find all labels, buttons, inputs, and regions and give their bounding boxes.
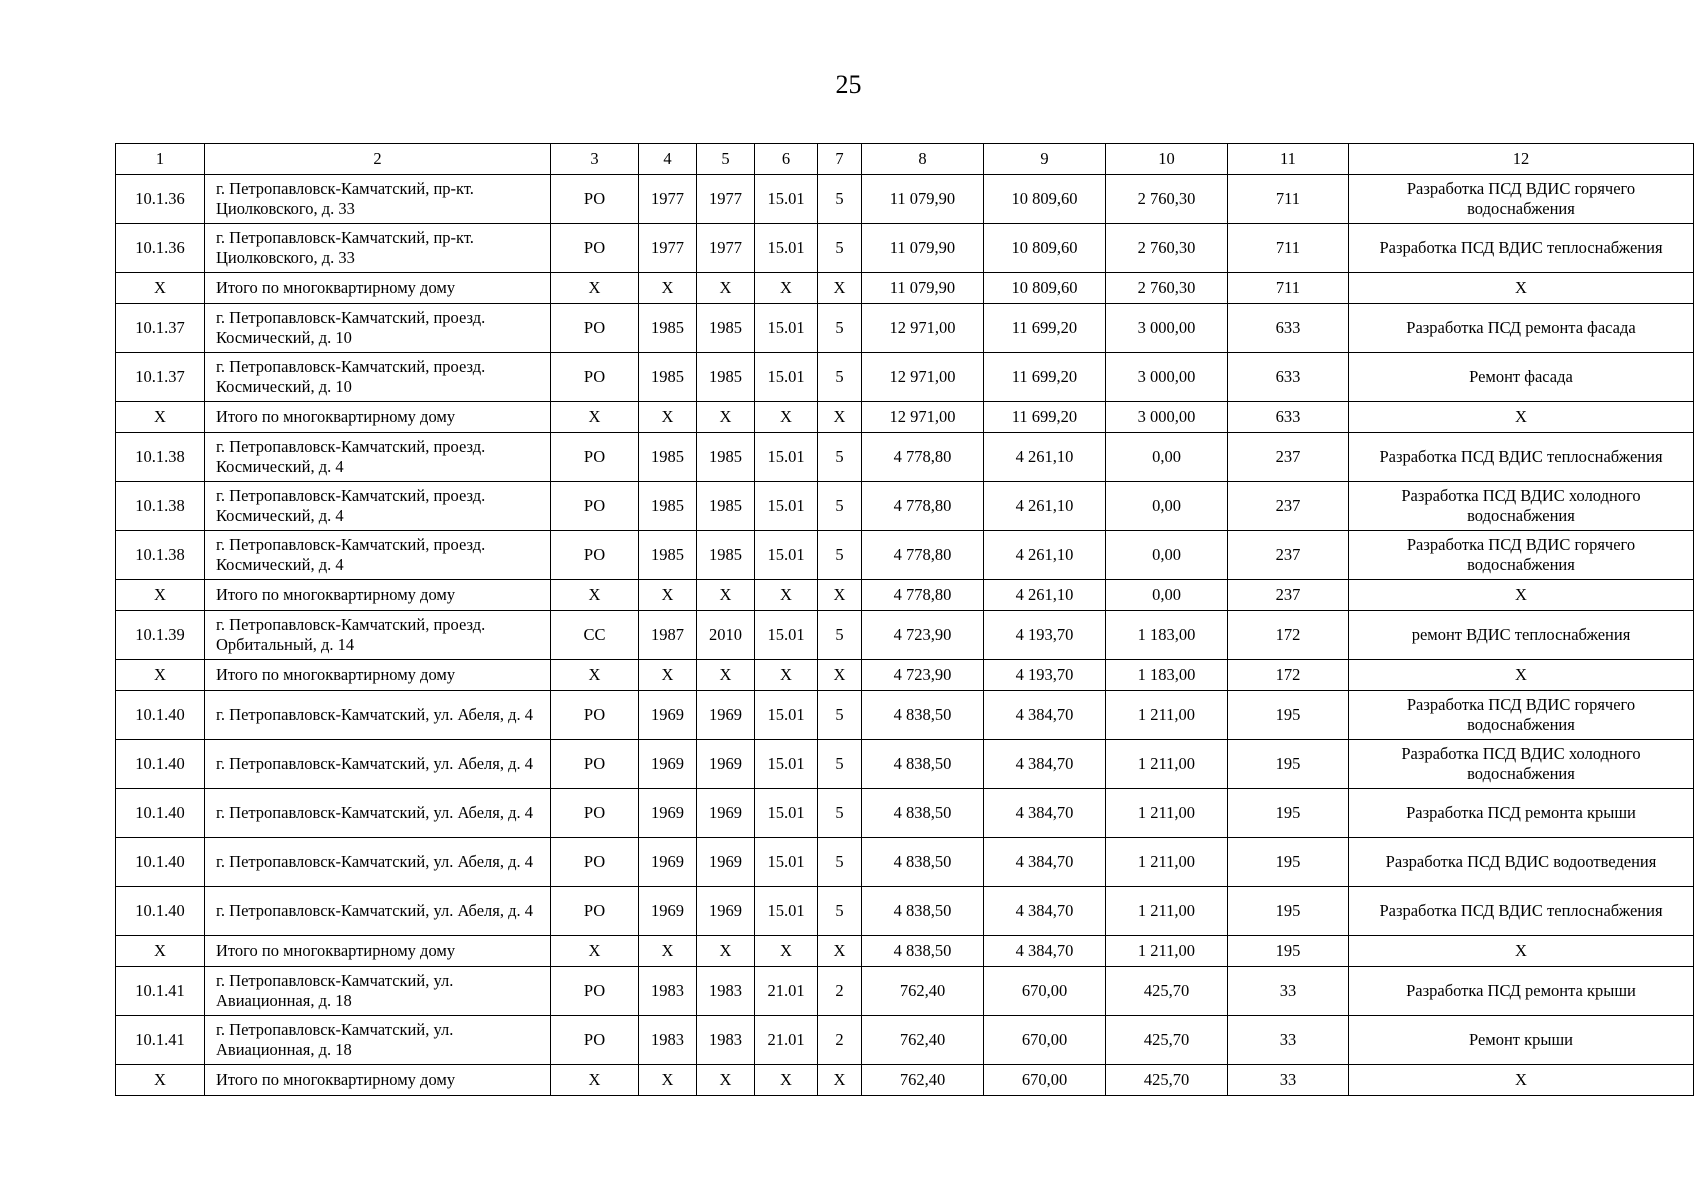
cell-work-type: Разработка ПСД ремонта крыши	[1349, 967, 1694, 1016]
cell-residential-area: 4 384,70	[984, 936, 1106, 967]
cell-work-type: Разработка ПСД ВДИС теплоснабжения	[1349, 887, 1694, 936]
cell-row-number: 10.1.40	[116, 789, 205, 838]
cell-row-number: 10.1.40	[116, 740, 205, 789]
cell-address: г. Петропавловск-Камчатский, ул. Абеля, д. 4	[205, 887, 551, 936]
cell-floors: 5	[818, 175, 862, 224]
total-row	[116, 402, 1694, 433]
table-row	[116, 740, 1694, 789]
cell-floors: 5	[818, 740, 862, 789]
table-row	[116, 531, 1694, 580]
table-header-row	[116, 144, 1694, 175]
column-header-6: 6	[755, 144, 818, 175]
cell-residents: 172	[1228, 611, 1349, 660]
cell-floors: 5	[818, 887, 862, 936]
cell-category: РО	[551, 887, 639, 936]
cell-category: РО	[551, 740, 639, 789]
cell-work-type: ремонт ВДИС теплоснабжения	[1349, 611, 1694, 660]
cell-floors: 5	[818, 433, 862, 482]
cell-total-area: 4 838,50	[862, 740, 984, 789]
table-row	[116, 789, 1694, 838]
cell-nonresidential-area: 0,00	[1106, 433, 1228, 482]
cell-row-number: Х	[116, 1065, 205, 1096]
cell-nonresidential-area: 1 211,00	[1106, 789, 1228, 838]
cell-work-type: Разработка ПСД ВДИС горячего водоснабжения	[1349, 175, 1694, 224]
cell-residents: 633	[1228, 353, 1349, 402]
cell-row-number: 10.1.40	[116, 838, 205, 887]
column-header-8: 8	[862, 144, 984, 175]
cell-total-area: 11 079,90	[862, 273, 984, 304]
cell-nonresidential-area: 425,70	[1106, 1065, 1228, 1096]
table-row	[116, 611, 1694, 660]
cell-address: г. Петропавловск-Камчатский, пр-кт. Циолковского, д. 33	[205, 224, 551, 273]
cell-address: г. Петропавловск-Камчатский, проезд. Космический, д. 4	[205, 531, 551, 580]
cell-work-type: Х	[1349, 1065, 1694, 1096]
table-row	[116, 353, 1694, 402]
cell-category: РО	[551, 353, 639, 402]
cell-total-area: 4 723,90	[862, 611, 984, 660]
cell-work-type: Разработка ПСД ВДИС теплоснабжения	[1349, 224, 1694, 273]
cell-residential-area: 670,00	[984, 967, 1106, 1016]
cell-year-built: 1969	[639, 887, 697, 936]
table-row	[116, 175, 1694, 224]
cell-nonresidential-area: 3 000,00	[1106, 304, 1228, 353]
cell-year-built: 1985	[639, 433, 697, 482]
cell-address: г. Петропавловск-Камчатский, ул. Абеля, д. 4	[205, 789, 551, 838]
cell-address: г. Петропавловск-Камчатский, проезд. Космический, д. 4	[205, 482, 551, 531]
cell-residents: 711	[1228, 273, 1349, 304]
cell-residents: 33	[1228, 1016, 1349, 1065]
cell-row-number: 10.1.38	[116, 433, 205, 482]
cell-floors: Х	[818, 273, 862, 304]
cell-year-renovation: Х	[697, 1065, 755, 1096]
cell-residents: 195	[1228, 789, 1349, 838]
cell-year-built: 1969	[639, 838, 697, 887]
cell-residents: 33	[1228, 1065, 1349, 1096]
cell-year-renovation: Х	[697, 273, 755, 304]
cell-type-code: 15.01	[755, 887, 818, 936]
cell-category: Х	[551, 936, 639, 967]
cell-year-renovation: 1985	[697, 353, 755, 402]
cell-total-area: 4 838,50	[862, 691, 984, 740]
cell-year-renovation: 1969	[697, 887, 755, 936]
cell-total-area: 4 778,80	[862, 580, 984, 611]
cell-year-renovation: 1969	[697, 838, 755, 887]
cell-residents: 711	[1228, 175, 1349, 224]
cell-residential-area: 4 384,70	[984, 789, 1106, 838]
column-header-2: 2	[205, 144, 551, 175]
cell-floors: Х	[818, 402, 862, 433]
cell-row-number: 10.1.40	[116, 887, 205, 936]
cell-category: РО	[551, 1016, 639, 1065]
cell-nonresidential-area: 3 000,00	[1106, 402, 1228, 433]
cell-year-built: Х	[639, 660, 697, 691]
cell-total-area: 12 971,00	[862, 402, 984, 433]
cell-row-number: 10.1.36	[116, 224, 205, 273]
cell-nonresidential-area: 1 183,00	[1106, 611, 1228, 660]
table-row	[116, 967, 1694, 1016]
cell-residents: 237	[1228, 482, 1349, 531]
total-row	[116, 273, 1694, 304]
cell-year-built: 1987	[639, 611, 697, 660]
cell-type-code: Х	[755, 580, 818, 611]
cell-type-code: 15.01	[755, 433, 818, 482]
cell-year-built: 1969	[639, 740, 697, 789]
cell-work-type: Разработка ПСД ВДИС горячего водоснабжения	[1349, 691, 1694, 740]
cell-row-number: 10.1.39	[116, 611, 205, 660]
cell-year-built: 1985	[639, 304, 697, 353]
cell-address: г. Петропавловск-Камчатский, пр-кт. Циолковского, д. 33	[205, 175, 551, 224]
cell-address: г. Петропавловск-Камчатский, ул. Абеля, д. 4	[205, 838, 551, 887]
cell-work-type: Разработка ПСД ВДИС теплоснабжения	[1349, 433, 1694, 482]
cell-floors: 5	[818, 611, 862, 660]
cell-residents: 633	[1228, 304, 1349, 353]
cell-type-code: 21.01	[755, 1016, 818, 1065]
table-row	[116, 691, 1694, 740]
cell-year-renovation: 1983	[697, 1016, 755, 1065]
cell-residents: 195	[1228, 691, 1349, 740]
cell-address: г. Петропавловск-Камчатский, проезд. Космический, д. 10	[205, 304, 551, 353]
cell-residential-area: 4 384,70	[984, 691, 1106, 740]
cell-residential-area: 10 809,60	[984, 175, 1106, 224]
cell-residential-area: 670,00	[984, 1016, 1106, 1065]
cell-floors: Х	[818, 660, 862, 691]
cell-floors: 5	[818, 789, 862, 838]
cell-address: г. Петропавловск-Камчатский, ул. Авиационная, д. 18	[205, 967, 551, 1016]
cell-category: Х	[551, 273, 639, 304]
capital-repair-table	[115, 143, 1694, 1096]
cell-residential-area: 11 699,20	[984, 353, 1106, 402]
cell-category: РО	[551, 967, 639, 1016]
cell-year-built: Х	[639, 580, 697, 611]
cell-type-code: Х	[755, 660, 818, 691]
cell-residential-area: 670,00	[984, 1065, 1106, 1096]
cell-type-code: 15.01	[755, 304, 818, 353]
cell-year-renovation: Х	[697, 580, 755, 611]
cell-residents: 33	[1228, 967, 1349, 1016]
cell-nonresidential-area: 1 211,00	[1106, 740, 1228, 789]
cell-year-built: 1985	[639, 531, 697, 580]
cell-category: РО	[551, 531, 639, 580]
cell-floors: 5	[818, 482, 862, 531]
cell-year-renovation: 1985	[697, 531, 755, 580]
column-header-3: 3	[551, 144, 639, 175]
cell-total-area: 762,40	[862, 1016, 984, 1065]
column-header-10: 10	[1106, 144, 1228, 175]
cell-nonresidential-area: 2 760,30	[1106, 224, 1228, 273]
cell-work-type: Х	[1349, 402, 1694, 433]
cell-type-code: 15.01	[755, 531, 818, 580]
cell-residential-area: 4 261,10	[984, 433, 1106, 482]
cell-category: РО	[551, 691, 639, 740]
cell-residential-area: 4 384,70	[984, 740, 1106, 789]
cell-total-area: 762,40	[862, 967, 984, 1016]
cell-row-number: 10.1.38	[116, 482, 205, 531]
cell-row-number: Х	[116, 660, 205, 691]
cell-address: Итого по многоквартирному дому	[205, 402, 551, 433]
cell-floors: 2	[818, 1016, 862, 1065]
total-row	[116, 936, 1694, 967]
cell-nonresidential-area: 1 211,00	[1106, 887, 1228, 936]
cell-year-built: Х	[639, 936, 697, 967]
cell-type-code: Х	[755, 936, 818, 967]
cell-address: г. Петропавловск-Камчатский, проезд. Космический, д. 10	[205, 353, 551, 402]
cell-row-number: 10.1.37	[116, 353, 205, 402]
cell-row-number: 10.1.38	[116, 531, 205, 580]
cell-type-code: 15.01	[755, 611, 818, 660]
cell-year-built: 1969	[639, 691, 697, 740]
cell-work-type: Х	[1349, 660, 1694, 691]
cell-total-area: 12 971,00	[862, 353, 984, 402]
cell-year-built: Х	[639, 1065, 697, 1096]
cell-floors: 5	[818, 531, 862, 580]
cell-row-number: 10.1.36	[116, 175, 205, 224]
cell-category: Х	[551, 660, 639, 691]
cell-type-code: 15.01	[755, 353, 818, 402]
cell-category: РО	[551, 789, 639, 838]
total-row	[116, 1065, 1694, 1096]
cell-residents: 237	[1228, 433, 1349, 482]
cell-floors: 2	[818, 967, 862, 1016]
cell-row-number: 10.1.37	[116, 304, 205, 353]
cell-year-renovation: 1985	[697, 482, 755, 531]
cell-category: Х	[551, 580, 639, 611]
cell-nonresidential-area: 3 000,00	[1106, 353, 1228, 402]
cell-year-renovation: Х	[697, 402, 755, 433]
column-header-9: 9	[984, 144, 1106, 175]
cell-residential-area: 4 384,70	[984, 838, 1106, 887]
cell-total-area: 4 778,80	[862, 531, 984, 580]
cell-type-code: 15.01	[755, 175, 818, 224]
cell-address: г. Петропавловск-Камчатский, проезд. Орбитальный, д. 14	[205, 611, 551, 660]
cell-category: РО	[551, 433, 639, 482]
table-row	[116, 887, 1694, 936]
cell-work-type: Разработка ПСД ремонта фасада	[1349, 304, 1694, 353]
cell-work-type: Разработка ПСД ВДИС водоотведения	[1349, 838, 1694, 887]
cell-year-built: Х	[639, 402, 697, 433]
cell-address: Итого по многоквартирному дому	[205, 1065, 551, 1096]
cell-residents: 195	[1228, 887, 1349, 936]
total-row	[116, 580, 1694, 611]
cell-type-code: 15.01	[755, 691, 818, 740]
cell-work-type: Разработка ПСД ВДИС холодного водоснабжения	[1349, 482, 1694, 531]
cell-year-built: 1983	[639, 967, 697, 1016]
table-row	[116, 304, 1694, 353]
cell-type-code: 21.01	[755, 967, 818, 1016]
cell-year-renovation: 1969	[697, 740, 755, 789]
cell-residential-area: 4 261,10	[984, 482, 1106, 531]
cell-year-renovation: 1983	[697, 967, 755, 1016]
cell-residential-area: 4 193,70	[984, 611, 1106, 660]
cell-row-number: Х	[116, 580, 205, 611]
cell-address: Итого по многоквартирному дому	[205, 580, 551, 611]
cell-year-built: 1969	[639, 789, 697, 838]
cell-work-type: Х	[1349, 580, 1694, 611]
cell-category: РО	[551, 175, 639, 224]
cell-residents: 195	[1228, 936, 1349, 967]
cell-year-renovation: 1985	[697, 304, 755, 353]
cell-type-code: 15.01	[755, 482, 818, 531]
cell-floors: 5	[818, 353, 862, 402]
cell-category: Х	[551, 402, 639, 433]
cell-total-area: 4 778,80	[862, 482, 984, 531]
cell-type-code: 15.01	[755, 740, 818, 789]
column-header-11: 11	[1228, 144, 1349, 175]
cell-year-built: 1985	[639, 482, 697, 531]
cell-residential-area: 4 193,70	[984, 660, 1106, 691]
cell-address: Итого по многоквартирному дому	[205, 273, 551, 304]
cell-residents: 195	[1228, 838, 1349, 887]
column-header-1: 1	[116, 144, 205, 175]
cell-nonresidential-area: 1 211,00	[1106, 838, 1228, 887]
cell-residential-area: 11 699,20	[984, 402, 1106, 433]
cell-residents: 172	[1228, 660, 1349, 691]
cell-type-code: Х	[755, 1065, 818, 1096]
cell-total-area: 762,40	[862, 1065, 984, 1096]
cell-year-renovation: 1977	[697, 224, 755, 273]
table-row	[116, 433, 1694, 482]
column-header-5: 5	[697, 144, 755, 175]
cell-year-built: 1983	[639, 1016, 697, 1065]
cell-total-area: 11 079,90	[862, 175, 984, 224]
total-row	[116, 660, 1694, 691]
cell-nonresidential-area: 0,00	[1106, 580, 1228, 611]
cell-floors: Х	[818, 936, 862, 967]
cell-year-renovation: 1985	[697, 433, 755, 482]
cell-row-number: 10.1.41	[116, 1016, 205, 1065]
cell-address: Итого по многоквартирному дому	[205, 660, 551, 691]
cell-residents: 237	[1228, 580, 1349, 611]
cell-year-renovation: Х	[697, 660, 755, 691]
cell-nonresidential-area: 2 760,30	[1106, 273, 1228, 304]
cell-year-built: 1977	[639, 224, 697, 273]
cell-nonresidential-area: 1 211,00	[1106, 691, 1228, 740]
cell-type-code: 15.01	[755, 838, 818, 887]
cell-category: РО	[551, 224, 639, 273]
cell-residents: 711	[1228, 224, 1349, 273]
cell-floors: Х	[818, 580, 862, 611]
cell-residential-area: 4 261,10	[984, 531, 1106, 580]
cell-address: г. Петропавловск-Камчатский, ул. Абеля, д. 4	[205, 691, 551, 740]
cell-work-type: Разработка ПСД ВДИС холодного водоснабжения	[1349, 740, 1694, 789]
cell-residential-area: 10 809,60	[984, 224, 1106, 273]
cell-year-built: 1977	[639, 175, 697, 224]
cell-total-area: 12 971,00	[862, 304, 984, 353]
cell-nonresidential-area: 1 211,00	[1106, 936, 1228, 967]
cell-work-type: Ремонт крыши	[1349, 1016, 1694, 1065]
cell-total-area: 4 838,50	[862, 838, 984, 887]
cell-total-area: 11 079,90	[862, 224, 984, 273]
cell-year-renovation: 1977	[697, 175, 755, 224]
cell-year-built: Х	[639, 273, 697, 304]
cell-category: СС	[551, 611, 639, 660]
column-header-7: 7	[818, 144, 862, 175]
cell-floors: 5	[818, 304, 862, 353]
cell-nonresidential-area: 425,70	[1106, 1016, 1228, 1065]
cell-row-number: Х	[116, 936, 205, 967]
cell-category: Х	[551, 1065, 639, 1096]
cell-address: г. Петропавловск-Камчатский, ул. Абеля, д. 4	[205, 740, 551, 789]
cell-total-area: 4 723,90	[862, 660, 984, 691]
cell-work-type: Ремонт фасада	[1349, 353, 1694, 402]
cell-type-code: 15.01	[755, 224, 818, 273]
cell-year-renovation: Х	[697, 936, 755, 967]
cell-residents: 195	[1228, 740, 1349, 789]
cell-type-code: Х	[755, 273, 818, 304]
cell-nonresidential-area: 425,70	[1106, 967, 1228, 1016]
cell-row-number: Х	[116, 402, 205, 433]
cell-residential-area: 4 261,10	[984, 580, 1106, 611]
column-header-12: 12	[1349, 144, 1694, 175]
cell-type-code: Х	[755, 402, 818, 433]
cell-type-code: 15.01	[755, 789, 818, 838]
cell-row-number: 10.1.41	[116, 967, 205, 1016]
cell-category: РО	[551, 838, 639, 887]
table-row	[116, 482, 1694, 531]
cell-row-number: Х	[116, 273, 205, 304]
cell-nonresidential-area: 1 183,00	[1106, 660, 1228, 691]
table-row	[116, 838, 1694, 887]
cell-residents: 237	[1228, 531, 1349, 580]
cell-floors: 5	[818, 838, 862, 887]
cell-work-type: Х	[1349, 273, 1694, 304]
cell-year-renovation: 1969	[697, 789, 755, 838]
table-row	[116, 224, 1694, 273]
cell-year-built: 1985	[639, 353, 697, 402]
table-row	[116, 1016, 1694, 1065]
cell-total-area: 4 838,50	[862, 936, 984, 967]
cell-category: РО	[551, 304, 639, 353]
cell-floors: Х	[818, 1065, 862, 1096]
cell-nonresidential-area: 0,00	[1106, 482, 1228, 531]
cell-floors: 5	[818, 224, 862, 273]
cell-nonresidential-area: 2 760,30	[1106, 175, 1228, 224]
cell-work-type: Разработка ПСД ремонта крыши	[1349, 789, 1694, 838]
cell-floors: 5	[818, 691, 862, 740]
cell-residential-area: 11 699,20	[984, 304, 1106, 353]
cell-address: г. Петропавловск-Камчатский, проезд. Космический, д. 4	[205, 433, 551, 482]
column-header-4: 4	[639, 144, 697, 175]
cell-nonresidential-area: 0,00	[1106, 531, 1228, 580]
cell-work-type: Разработка ПСД ВДИС горячего водоснабжения	[1349, 531, 1694, 580]
cell-year-renovation: 1969	[697, 691, 755, 740]
cell-residential-area: 4 384,70	[984, 887, 1106, 936]
cell-residents: 633	[1228, 402, 1349, 433]
cell-work-type: Х	[1349, 936, 1694, 967]
cell-total-area: 4 778,80	[862, 433, 984, 482]
cell-address: г. Петропавловск-Камчатский, ул. Авиационная, д. 18	[205, 1016, 551, 1065]
cell-total-area: 4 838,50	[862, 789, 984, 838]
cell-category: РО	[551, 482, 639, 531]
page-number: 25	[835, 70, 862, 99]
cell-total-area: 4 838,50	[862, 887, 984, 936]
cell-residential-area: 10 809,60	[984, 273, 1106, 304]
cell-year-renovation: 2010	[697, 611, 755, 660]
cell-address: Итого по многоквартирному дому	[205, 936, 551, 967]
cell-row-number: 10.1.40	[116, 691, 205, 740]
